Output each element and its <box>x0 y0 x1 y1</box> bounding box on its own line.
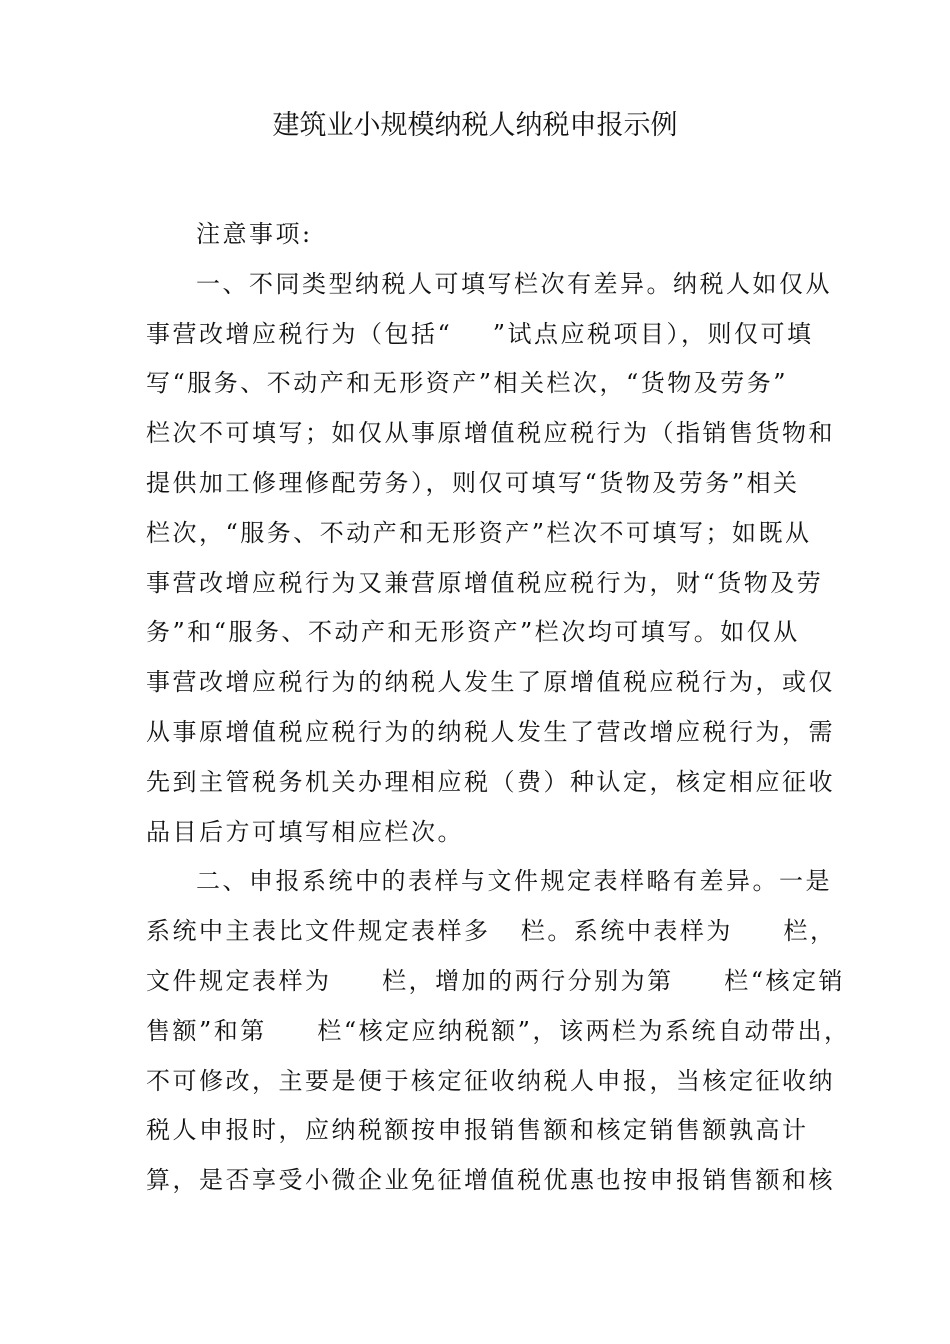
text-line: 栏次，“服务、不动产和无形资产”栏次不可填写；如既从 <box>146 518 812 547</box>
text-line: 从事原增值税应税行为的纳税人发生了营改增应税行为，需 <box>146 717 835 746</box>
document-title: 建筑业小规模纳税人纳税申报示例 <box>272 110 678 141</box>
text-line: 栏次不可填写；如仅从事原增值税应税行为（指销售货物和 <box>146 419 835 448</box>
text-line: 提供加工修理修配劳务），则仅可填写“货物及劳务”相关 <box>146 468 800 497</box>
text-line: 不可修改，主要是便于核定征收纳税人申报，当核定征收纳 <box>146 1066 835 1095</box>
text-line: 一、不同类型纳税人可填写栏次有差异。纳税人如仅从 <box>196 269 832 298</box>
paragraph-1 <box>146 260 835 858</box>
text-line: 事营改增应税行为的纳税人发生了原增值税应税行为，或仅 <box>146 668 835 697</box>
text-line: 写“服务、不动产和无形资产”相关栏次，“货物及劳务” <box>146 369 789 398</box>
text-line: 算，是否享受小微企业免征增值税优惠也按申报销售额和核 <box>146 1166 835 1195</box>
text-line: 售额”和第 栏“核定应纳税额”，该两栏为系统自动带出， <box>146 1016 851 1045</box>
text-line: 文件规定表样为 栏，增加的两行分别为第 栏“核定销 <box>146 966 846 995</box>
text-line: 事营改增应税行为又兼营原增值税应税行为，财“货物及劳 <box>146 568 824 597</box>
paragraph-2 <box>146 857 851 1206</box>
notice-heading: 注意事项: <box>196 220 313 248</box>
text-line: 系统中主表比文件规定表样多 栏。系统中表样为 栏， <box>146 917 837 946</box>
notice-heading-paragraph <box>146 210 822 260</box>
text-line: 二、申报系统中的表样与文件规定表样略有差异。一是 <box>196 867 832 896</box>
document-body <box>146 210 851 1206</box>
text-line: 先到主管税务机关办理相应税（费）种认定，核定相应征收 <box>146 767 835 796</box>
text-line: 品目后方可填写相应栏次。 <box>146 817 464 846</box>
text-line: 务”和“服务、不动产和无形资产”栏次均可填写。如仅从 <box>146 618 800 647</box>
text-line: 税人申报时，应纳税额按申报销售额和核定销售额孰高计 <box>146 1116 809 1145</box>
text-line: 事营改增应税行为（包括“ ”试点应税项目），则仅可填 <box>146 319 814 348</box>
